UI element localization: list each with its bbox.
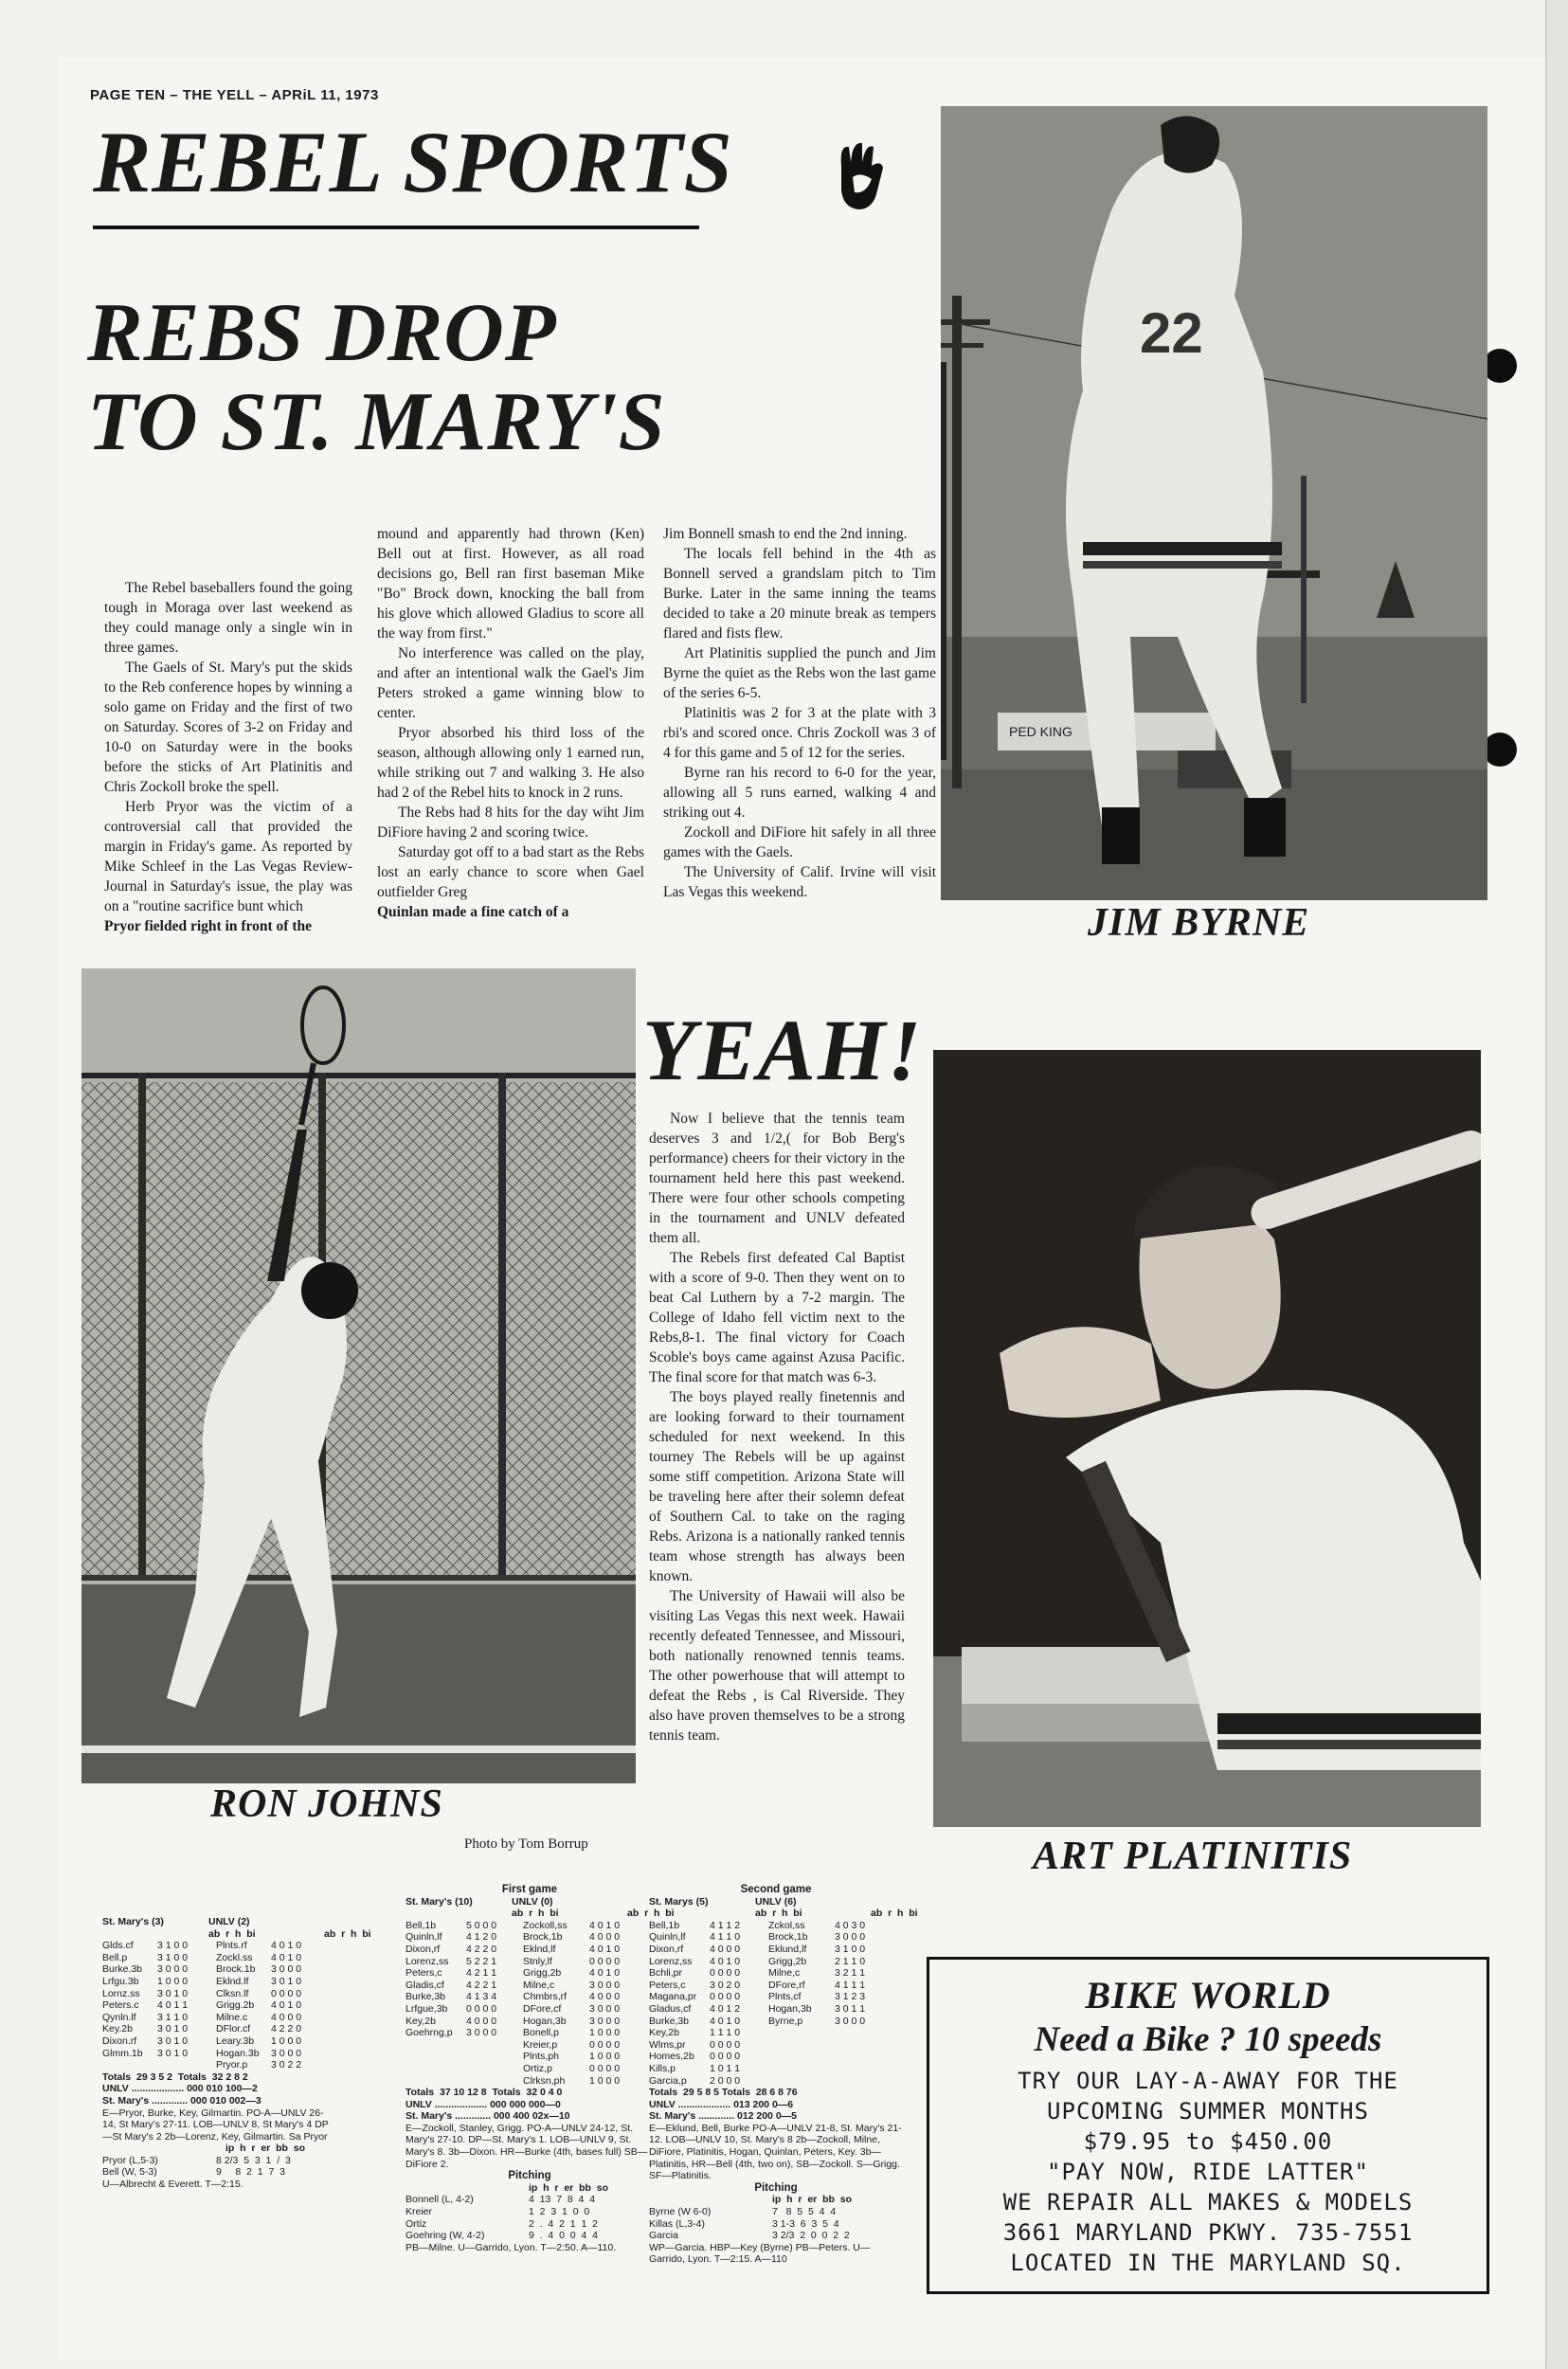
story-paragraph: Quinlan made a fine catch of a [377,904,569,920]
boxscore-row: Burke,3b 4 1 3 4 Chmbrs,rf 4 0 0 0 [406,1991,621,2003]
story-paragraph: Jim Bonnell smash to end the 2nd inning. [663,526,908,542]
boxscore-row: Bell,1b 5 0 0 0 Zockoll,ss 4 0 1 0 [406,1919,621,1931]
boxscore-row: Glmm.1b 3 0 1 0 Hogan.3b 3 0 0 0 [102,2047,302,2059]
boxscore-row: Goehrng,p 3 0 0 0 Bonell,p 1 0 0 0 [406,2027,621,2039]
boxscore-row: Lrfgu.3b 1 0 0 0 Eklnd.lf 3 0 1 0 [102,1975,302,1987]
boxscore-row: Dixon,rf 4 0 0 0 Eklund,lf 3 1 0 0 [649,1943,866,1955]
story-paragraph: Zockoll and DiFiore hit safely in all three games with the Gaels. [663,824,936,860]
ad-title: BIKE WORLD [1085,1974,1331,2016]
main-headline [87,289,666,467]
boxscore-notes: E—Eklund, Bell, Burke PO-A—UNLV 21-8, St. Mary's 21-12. LOB—UNLV 10, St. Mary's 8 2b—Zockoll, Milne, DiFiore, Platinitis, Hogan, Quinlan, Peters, Key. 3b—Platinitis, HR—Bell (4th, two on), SB—Zockoll. S—Grigg. SF—Platinitis. [649,2122,902,2182]
story-paragraph: mound and apparently had thrown (Ken) Bell out at first. However, as all road decisions go, Bell ran first baseman Mike "Bo" Brock down, knocking the ball from his glove which allowed Gladius to score all the way from first." [377,526,644,642]
platinitis-caption: ART PLATINITIS [1033,1835,1353,1878]
boxscore-row: Magana,pr 0 0 0 0 Plnts,cf 3 1 2 3 [649,1991,866,2003]
ad-line: TRY OUR LAY-A-AWAY FOR THE [1018,2068,1398,2094]
pitching-header: ip h r er bb so [529,2181,609,2194]
pitching-row: Kreier 1 2 3 1 0 0 [406,2206,590,2218]
story-paragraph: Herb Pryor was the victim of a controversial call that provided the margin in Friday's game. As reported by Mike Schleef in the Las Vegas Review-Journal in Saturday's issue, the play was on a "routine sacrifice bunt which [104,799,352,914]
byrne-caption: JIM BYRNE [1088,901,1310,945]
pitching-row: Killas (L,3-4) 3 1-3 6 3 5 4 [649,2217,839,2230]
boxscore-totals: Totals 37 10 12 8 Totals 32 0 4 0 [406,2087,563,2099]
story-paragraph: The Gaels of St. Mary's put the skids to the Reb conference hopes by winning a solo game on Friday and the first of two on Saturday. Scores of 3-2 on Friday and 10-0 on Saturday were in the books before the sticks of Art Platinitis and Chris Zockoll broke the spell. [104,660,352,795]
boxscore-row: Quinln,lf 4 1 1 0 Brock,1b 3 0 0 0 [649,1931,866,1944]
boxscore-line: UNLV ................... 000 010 100—2 [102,2083,258,2095]
boxscore-header: St. Mary's (3) UNLV (2) [102,1916,250,1927]
boxscore-row: Kreier,p 0 0 0 0 [523,2038,621,2051]
boxscore-row: Plnts,ph 1 0 0 0 [523,2051,621,2063]
story-paragraph: Platinitis was 2 for 3 at the plate with 3 rbi's and scored once. Chris Zockoll was 3 of 4 for this game and 5 of 12 for the series. [663,705,936,761]
boxscore-row: Gladus,cf 4 0 1 2 Hogan,3b 3 0 1 1 [649,2002,866,2015]
boxscore-umpires: U—Albrecht & Everett. T—2:15. [102,2179,243,2191]
boxscore-subheader: ab r h bi ab r h bi [512,1908,675,1920]
boxscore-row: Burke,3b 4 0 1 0 Byrne,p 3 0 0 0 [649,2015,866,2027]
photo-credit: Photo by Tom Borrup [464,1836,588,1852]
boxscore-game-2 [406,1884,675,2253]
boxscore-row: Lornz.ss 3 0 1 0 Clksn.lf 0 0 0 0 [102,1987,302,1999]
ad-body [929,2066,1487,2278]
boxscore-row: Key,2b 1 1 1 0 [649,2027,741,2039]
boxscore-line: UNLV ................... 000 000 000—0 [406,2098,561,2110]
binder-hole [1483,349,1517,383]
page-header: PAGE TEN – THE YELL – APRiL 11, 1973 [90,87,379,103]
story-paragraph: Now I believe that the tennis team deserves 3 and 1/2,( for Bob Berg's performance) cheers for their victory in the tournament held here this past weekend. There were four other schools competing in the tournament and UNLV defeated them all. [649,1111,905,1246]
boxscore-row: Clrksn,ph 1 0 0 0 [523,2074,621,2087]
boxscore-umpires: PB—Milne. U—Garrido, Lyon. T—2:50. A—110. [406,2241,617,2253]
bike-world-ad [927,1957,1489,2294]
story-paragraph: The boys played really finetennis and are looking forward to their tournament scheduled for next weekend. In this tourney The Rebels will be up against some stiff competition. Arizona State will be traveling here after their solemn defeat of Southern Cal. to take on the raging Rebs. Arizona is a nationally ranked tennis team whose strength has always been known. [649,1389,905,1584]
pitching-row: Byrne (W 6-0) 7 8 5 5 4 4 [649,2206,837,2218]
pitching-row: Garcia 3 2/3 2 0 0 2 2 [649,2230,850,2242]
johns-caption: RON JOHNS [210,1782,443,1826]
ad-line: UPCOMING SUMMER MONTHS [1047,2098,1369,2125]
headline-line-1: REBS DROP [87,287,557,379]
svg-text:22: 22 [1140,301,1203,365]
ad-line: "PAY NOW, RIDE LATTER" [1047,2159,1369,2185]
pitching-row: Pryor (L,5-3) 8 2/3 5 3 1 / 3 [102,2154,291,2166]
pitching-header: ip h r er bb so [772,2194,853,2206]
boxscore-totals: Totals 29 3 5 2 Totals 32 2 8 2 [102,2071,248,2083]
boxscore-row: Pryor.p 3 0 2 2 [216,2059,302,2071]
boxscore-row: Quinln,lf 4 1 2 0 Brock,1b 4 0 0 0 [406,1931,621,1944]
boxscore-row: Peters,c 3 0 2 0 DFore,rf 4 1 1 1 [649,1979,866,1991]
tennis-headline: YEAH! [642,1002,924,1098]
boxscore-header: St. Marys (5) UNLV (6) [649,1895,797,1908]
boxscore-row: Peters,c 4 2 1 1 Grigg,2b 4 0 1 0 [406,1967,621,1980]
boxscore-row: Wlms,pr 0 0 0 0 [649,2038,741,2051]
jim-byrne-photo [941,106,1487,900]
headline-line-2: TO ST. MARY'S [87,376,666,469]
binder-hole [1483,732,1517,767]
masthead-rule [93,226,699,229]
boxscore-row: Bell.p 3 1 0 0 Zockl.ss 4 0 1 0 [102,1951,302,1963]
pitching-title: Pitching [508,2170,551,2182]
story-paragraph: The Rebs had 8 hits for the day wiht Jim DiFiore having 2 and scoring twice. [377,805,644,841]
story-column-3 [663,524,936,902]
boxscore-row: Homes,2b 0 0 0 0 [649,2051,741,2063]
boxscore-row: Gladis,cf 4 2 2 1 Milne,c 3 0 0 0 [406,1979,621,1991]
story-paragraph: The Rebels first defeated Cal Baptist with a score of 9-0. Then they went on to beat Cal Luthern by a 7-2 margin. The College of Idaho fell victim next to the Rebs,8-1. The final victory for Coach Scoble's boys came against Azusa Pacific. The final score for that match was 6-3. [649,1250,905,1385]
story-paragraph: Pryor absorbed his third loss of the season, although allowing only 1 earned run, while striking out 7 and walking 3. He also had 2 of the Rebel hits to knock in 2 runs. [377,725,644,801]
boxscore-header: St. Mary's (10) UNLV (0) [406,1895,553,1908]
boxscore-row: Ortiz,p 0 0 0 0 [523,2062,621,2074]
boxscore-title: First game [501,1884,558,1895]
boxscore-row: Bchli,pr 0 0 0 0 Milne,c 3 2 1 1 [649,1967,866,1980]
boxscore-row: Lorenz,ss 5 2 2 1 Stnly,lf 0 0 0 0 [406,1955,621,1967]
boxscore-row: Glds.cf 3 1 0 0 Plnts.rf 4 0 1 0 [102,1940,302,1952]
section-title: REBEL SPORTS [93,114,733,210]
rebel-glove-logo [834,137,891,213]
story-paragraph: Pryor fielded right in front of the [104,918,312,934]
boxscore-totals: Totals 29 5 8 5 Totals 28 6 8 76 [649,2087,798,2099]
ad-line: WE REPAIR ALL MAKES & MODELS [1002,2189,1414,2215]
story-paragraph: Art Platinitis supplied the punch and Jim Byrne the quiet as the Rebs won the last game of the series 6-5. [663,645,936,701]
boxscore-line: St. Mary's ............. 000 400 02x—10 [406,2110,570,2123]
boxscore-row: Key,2b 4 0 0 0 Hogan,3b 3 0 0 0 [406,2015,621,2027]
boxscore-notes: E—Pryor, Burke, Key, Gilmartin. PO-A—UNLV 26-14, St Mary's 27-11. LOB—UNLV 8, St Mary's 4 DP—St Mary's 2 2b—Lorenz, Key, Gilmartin. Sa Pryor [102,2107,329,2143]
boxscore-row: Lrfgue,3b 0 0 0 0 DFore,cf 3 0 0 0 [406,2002,621,2015]
boxscore-row: Lorenz,ss 4 0 1 0 Grigg,2b 2 1 1 0 [649,1955,866,1967]
boxscore-subheader: ab r h bi ab r h bi [208,1927,371,1940]
pitching-row: Bonnell (L, 4-2) 4 13 7 8 4 4 [406,2194,596,2206]
story-paragraph: Byrne ran his record to 6-0 for the year, allowing all 5 runs earned, walking 4 and striking out 4. [663,765,936,821]
boxscore-row: Peters.c 4 0 1 1 Grigg.2b 4 0 1 0 [102,1999,302,2012]
story-paragraph: No interference was called on the play, and after an intentional walk the Gael's Jim Peters stroked a game winning blow to center. [377,645,644,721]
story-paragraph: The Rebel baseballers found the going tough in Moraga over last weekend as they could manage only a single win in three games. [104,580,352,656]
boxscore-line: St. Mary's ............. 012 200 0—5 [649,2110,797,2123]
story-column-1 [104,578,352,936]
story-column-2 [377,524,644,922]
pitching-row: Ortiz 2 . 4 2 1 1 2 [406,2217,598,2230]
boxscore-row: Bell,1b 4 1 1 2 Zckol,ss 4 0 3 0 [649,1919,866,1931]
pitching-row: Goehring (W, 4-2) 9 . 4 0 0 4 4 [406,2230,598,2242]
boxscore-notes: E—Zockoll, Stanley, Grigg. PO-A—UNLV 24-12, St. Mary's 27-10. DP—St. Mary's 1. LOB—UNLV 9, St. Mary's 8. 3b—Dixon. HR—Burke (4th, bases full) SB—DiFiore 2. [406,2122,648,2170]
page-edge [1545,0,1568,2369]
tennis-story-column [649,1109,905,1745]
boxscore-row: Burke.3b 3 0 0 0 Brock.1b 3 0 0 0 [102,1963,302,1976]
story-paragraph: Saturday got off to a bad start as the Rebs lost an early chance to score when Gael outfielder Greg [377,844,644,900]
pitching-row: Bell (W, 5-3) 9 8 2 1 7 3 [102,2166,285,2179]
boxscore-game-3 [649,1884,918,2266]
boxscore-row: Kills,p 1 0 1 1 [649,2062,741,2074]
ron-johns-photo [81,968,636,1783]
ad-subtitle: Need a Bike ? 10 speeds [1034,2020,1382,2059]
story-paragraph: The University of Hawaii will also be visiting Las Vegas this next week. Hawaii recently defeated Tennessee, and Missouri, both nationally renowned tennis teams. The other powerhouse that will attempt to defeat the Rebs , is Cal Riverside. They also have proven themselves to be a strong tennis team. [649,1588,905,1744]
boxscore-row: Garcia,p 2 0 0 0 [649,2074,741,2087]
story-paragraph: The University of Calif. Irvine will visit Las Vegas this weekend. [663,864,936,900]
story-paragraph: The locals fell behind in the 4th as Bonnell served a grandslam pitch to Tim Burke. Later in the same inning the teams decided to take a 20 minute break as tempers flared and fists flew. [663,546,936,642]
art-platinitis-photo [933,1050,1481,1827]
pitching-header: ip h r er bb so [225,2143,306,2155]
ad-line: 3661 MARYLAND PKWY. 735-7551 [1002,2219,1414,2246]
boxscore-row: Qynln.lf 3 1 1 0 Milne.c 4 0 0 0 [102,2011,302,2023]
boxscore-row: Dixon,rf 4 2 2 0 Eklnd,lf 4 0 1 0 [406,1943,621,1955]
ad-line: $79.95 to $450.00 [1083,2128,1333,2155]
boxscore-game-1 [102,1916,371,2191]
boxscore-title: Second game [740,1884,812,1895]
boxscore-line: UNLV ................... 013 200 0—6 [649,2098,794,2110]
boxscore-umpires: WP—Garcia. HBP—Key (Byrne) PB—Peters. U—Garrido, Lyon. T—2:15. A—110 [649,2241,871,2266]
boxscore-subheader: ab r h bi ab r h bi [755,1908,918,1920]
boxscore-row: Dixon.rf 3 0 1 0 Leary.3b 1 0 0 0 [102,2034,302,2047]
pitching-title: Pitching [754,2181,798,2194]
boxscore-line: St. Mary's ............. 000 010 002—3 [102,2094,261,2107]
ad-line: LOCATED IN THE MARYLAND SQ. [1010,2250,1406,2276]
boxscore-row: Key.2b 3 0 1 0 DFlor.cf 4 2 2 0 [102,2023,302,2035]
sign-text: PED KING [1009,724,1072,739]
